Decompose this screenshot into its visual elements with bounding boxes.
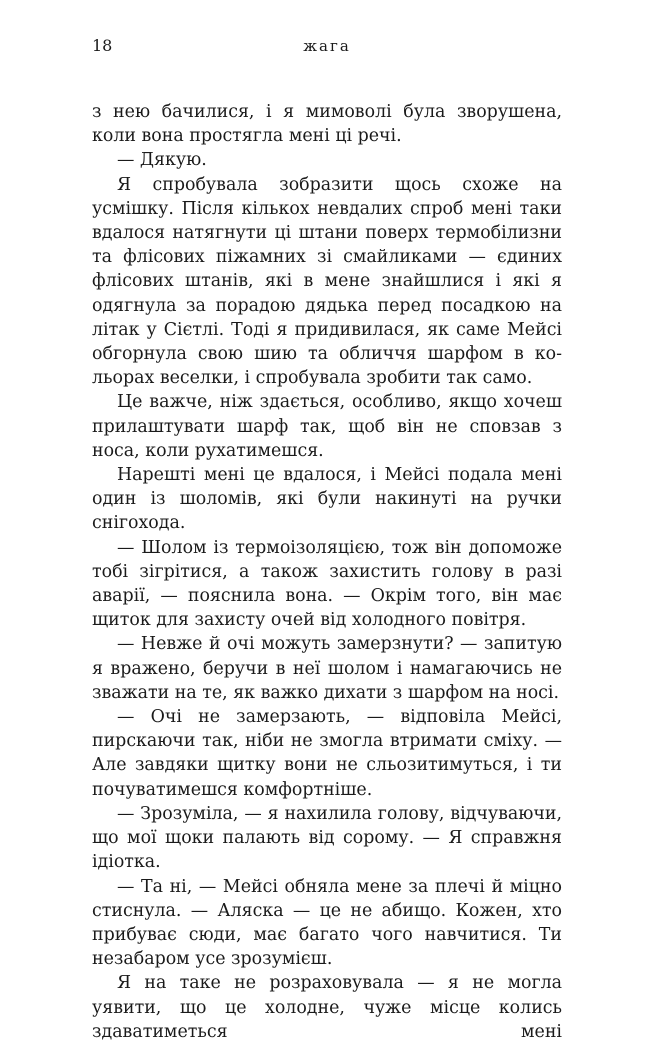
- paragraph: Нарешті мені це вдалося, і Мейсі подала мені один із шоломів, які були накинуті на ручки снігохода.: [92, 465, 562, 534]
- paragraph: — Дякую.: [117, 150, 207, 171]
- paragraph: — Шолом із термоізоляцією, тож він допоможе тобі зігрітися, а також захистить голову в разі аварії, — пояснила вона. — Окрім того, він має щиток для захисту очей від холодного повітря.: [92, 537, 562, 631]
- running-title: жага: [303, 37, 351, 55]
- paragraph: — Очі не замерзають, — відповіла Мейсі, пирскаючи так, ніби не змогла втримати сміху. — Але завдяки щитку вони не сльозитимуться, і ти почуватимешся комфортніше.: [92, 707, 562, 800]
- paragraph: — Невже й очі можуть замерзнути? — запитую я вражено, беручи в неї шолом і намагаючись не зважати на те, як важко дихати з шарфом на носі.: [92, 634, 562, 703]
- paragraph: Це важче, ніж здається, особливо, якщо хочеш прилаштувати шарф так, щоб він не сповзав з носа, коли рухатимешся.: [92, 392, 562, 461]
- body-text: [92, 100, 562, 1044]
- paragraph: Я на таке не розраховувала — я не могла уявити, що це холодне, чуже місце колись здаватиметься мені: [92, 973, 562, 1042]
- paragraph: — Та ні, — Мейсі обняла мене за плечі й міцно стиснула. — Аляска — це не абищо. Кожен, хто прибуває сюди, має багато чого навчитися. Ти незабаром усе зрозумієш.: [92, 876, 562, 970]
- paragraph: Я спробувала зобразити щось схоже на усмішку. Після кількох невдалих спроб мені таки вдалося натягнути ці штани поверх термобілизни та флісових піжамних зі смайликами — єдиних флісових штанів, які в мене знайшлися і які я одягнула за порадою дядька перед посадкою на літак у Сієтлі. Тоді я придивилася, як саме Мейсі обгорнула свою шию та обличчя шарфом в кольорах веселки, і спробувала зробити так само.: [92, 174, 562, 389]
- paragraph: з нею бачилися, і я мимоволі була зворушена, коли вона простягла мені ці речі.: [92, 102, 562, 147]
- page-header: [92, 36, 562, 58]
- paragraph: — Зрозуміла, — я нахилила голову, відчуваючи, що мої щоки палають від сорому. — Я справжня ідіотка.: [92, 803, 562, 873]
- page-number: 18: [92, 36, 113, 55]
